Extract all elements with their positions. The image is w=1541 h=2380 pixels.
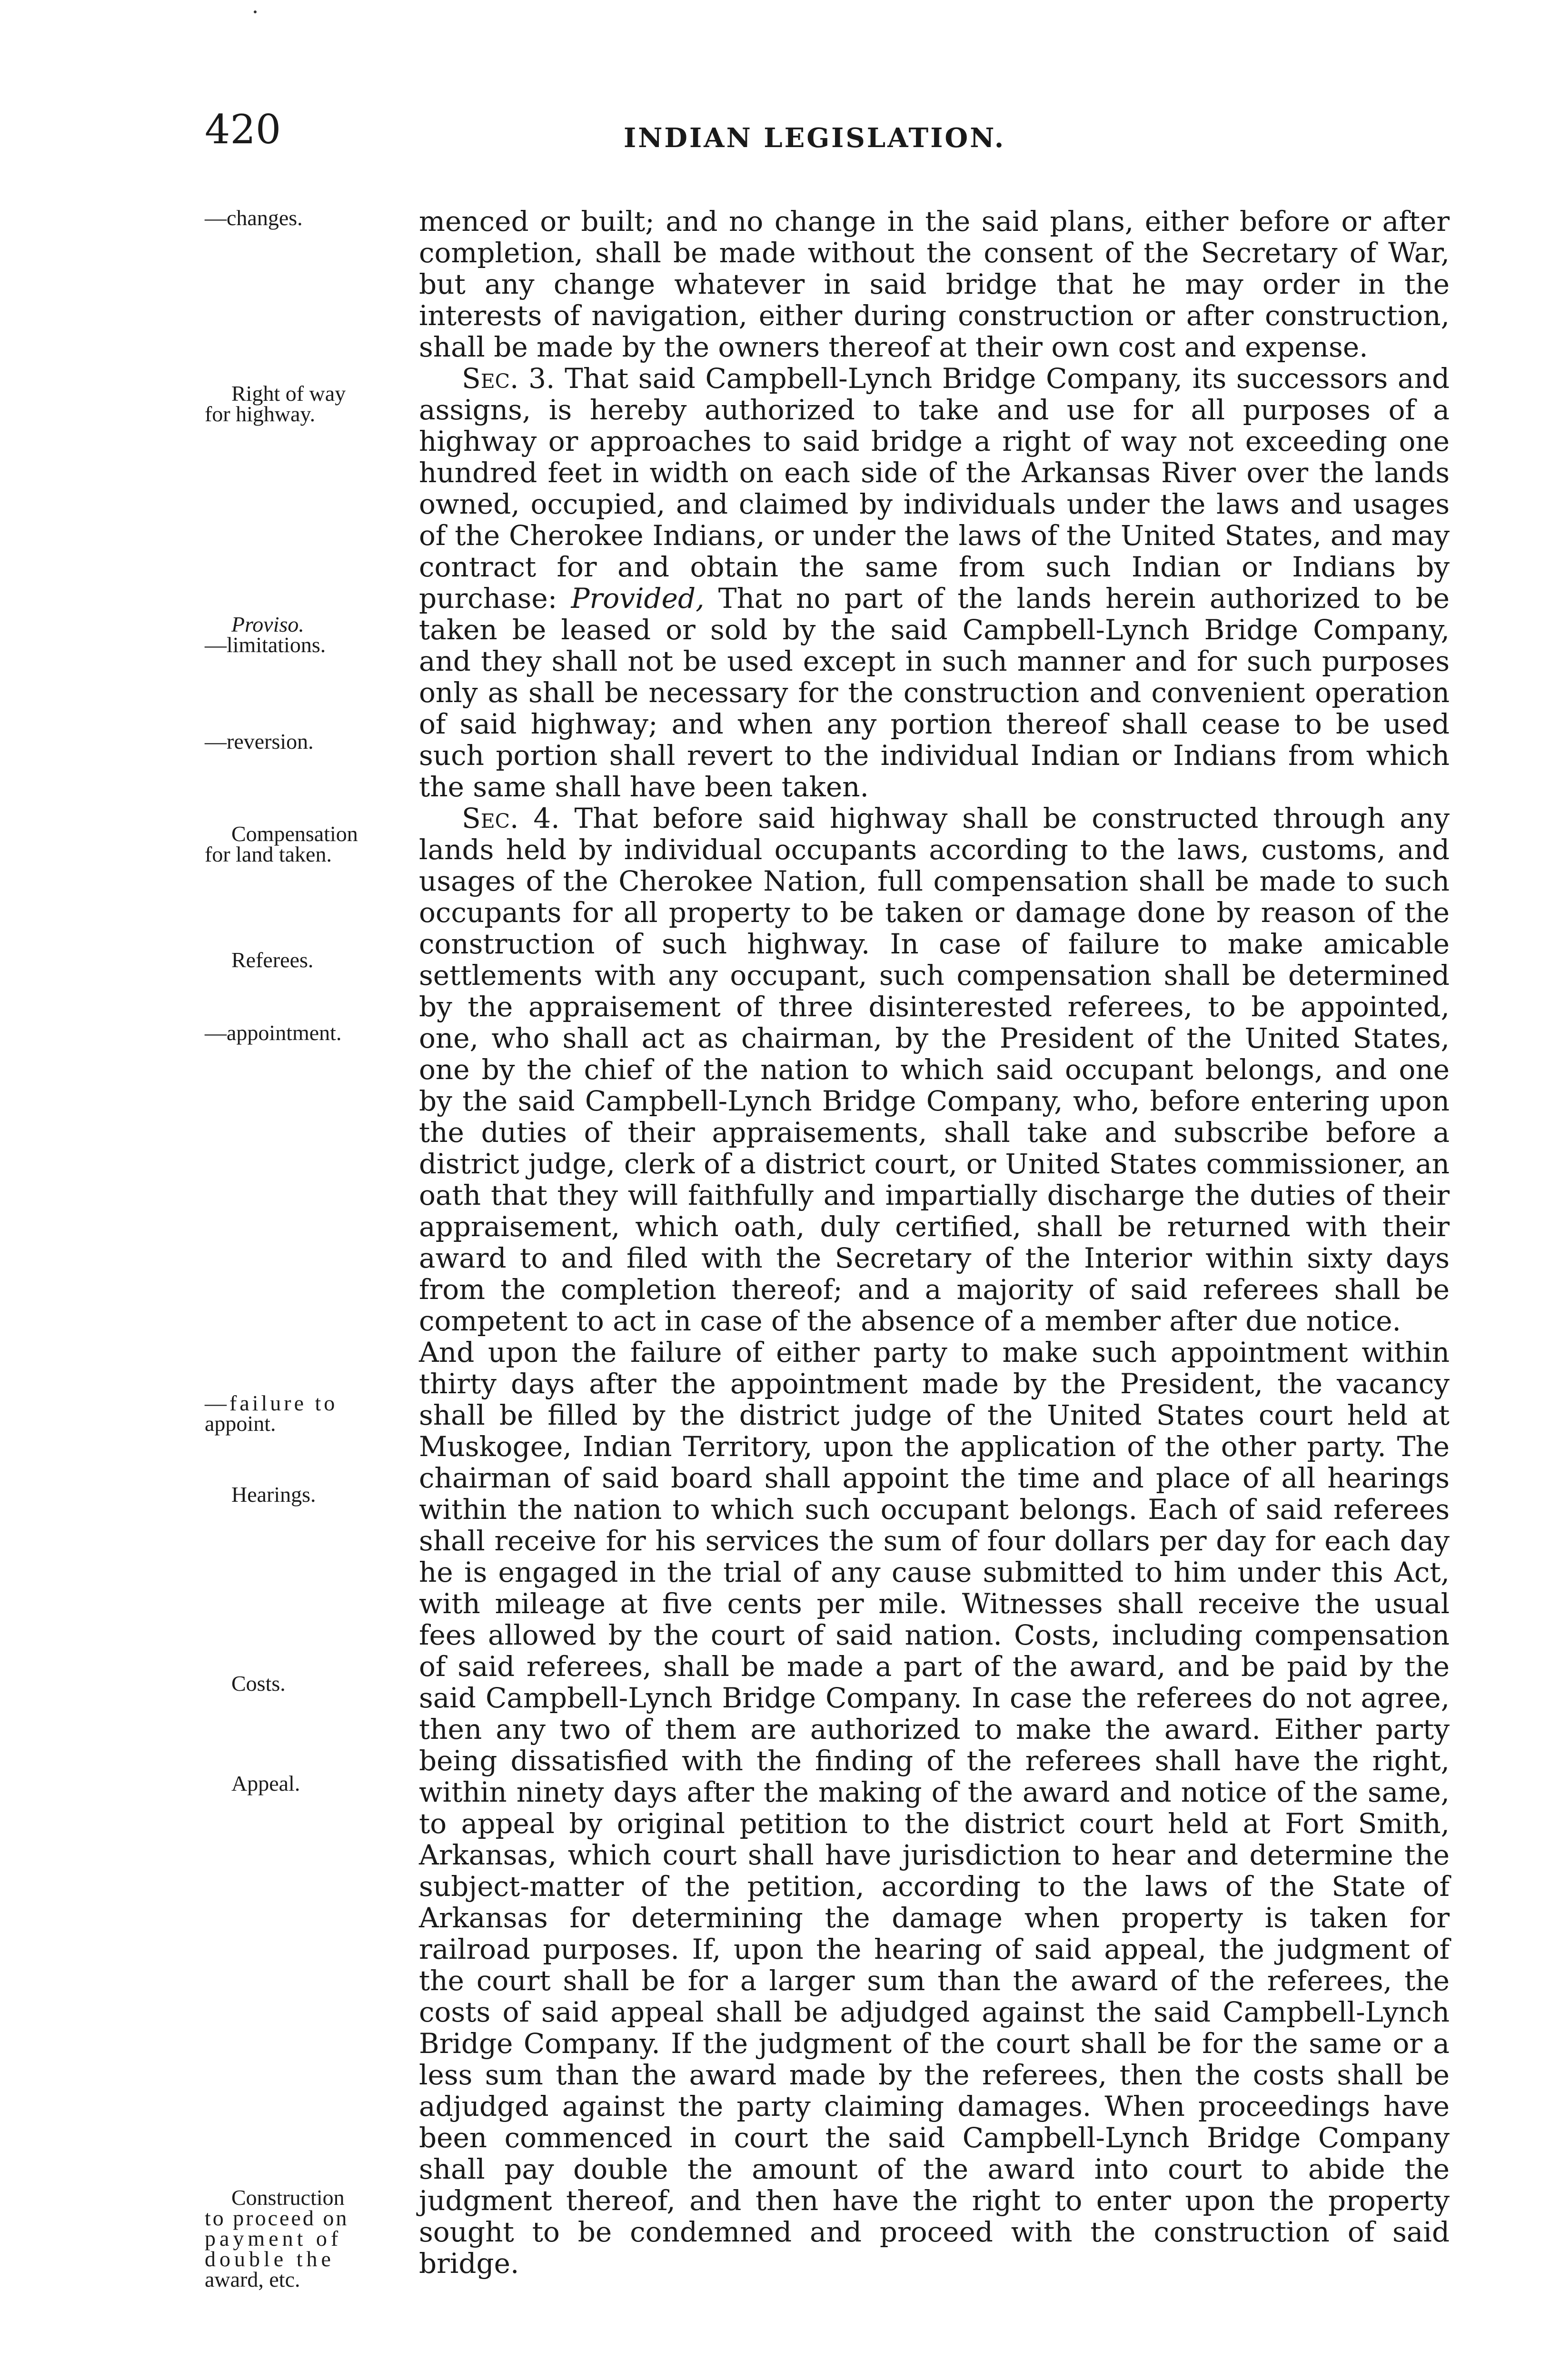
paragraph-section-3: [419, 363, 1450, 803]
margin-note-line: double the: [205, 2247, 335, 2271]
margin-note-referees: [205, 950, 414, 970]
margin-note-failure: [205, 1393, 414, 1434]
scan-speck: [254, 10, 257, 13]
margin-note-line: —failure to: [205, 1391, 338, 1415]
margin-note-line: —appointment.: [205, 1021, 342, 1045]
margin-note-right-of-way: [205, 383, 414, 424]
margin-note-proviso: [205, 614, 414, 655]
margin-note-costs: [205, 1673, 414, 1694]
margin-note-appointment: [205, 1022, 414, 1043]
margin-note-line: Construction: [231, 2185, 345, 2210]
section-label: Sec. 3.: [462, 362, 555, 395]
paragraph-text: That before said highway shall be constructed through any lands held by individual occupants according to the laws, customs, and usages of the Cherokee Nation, full compensation shall be made to such occupants for all property to be taken or damage done by reason of the construction of such highway. In case of failure to make amicable settlements with any occupant, such compensation shall be determined by the appraisement of three disinterested referees, to be appointed, one, who shall act as chairman, by the President of the United States, one by the chief of the nation to which said occupant belongs, and one by the said Campbell-Lynch Bridge Company, who, before entering upon the duties of their appraisements, shall take and subscribe before a district judge, clerk of a district court, or United States commissioner, an oath that they will faithfully and impartially discharge the duties of their appraisement, which oath, duly certified, shall be returned with their award to and filed with the Secretary of the Interior within sixty days from the completion thereof; and a majority of said referees shall be competent to act in case of the absence of a member after due notice.: [419, 802, 1450, 1337]
margin-note-line: Referees.: [231, 948, 314, 972]
margin-note-compensation: [205, 823, 414, 864]
margin-note-line: —changes.: [205, 206, 303, 230]
margin-note-hearings: [205, 1484, 414, 1505]
margin-note-line: Hearings.: [231, 1482, 316, 1507]
margin-note-line: for land taken.: [205, 842, 332, 866]
statute-text: [419, 206, 1450, 2279]
section-label: Sec. 4.: [462, 802, 560, 834]
margin-note-line: to proceed on: [205, 2206, 349, 2230]
margin-note-line: Right of way: [231, 381, 346, 406]
margin-note-line: appoint.: [205, 1411, 276, 1436]
proviso-word: Provided,: [571, 582, 705, 615]
margin-note-line: award, etc.: [205, 2267, 300, 2291]
margin-note-line: Compensation: [231, 822, 358, 846]
margin-note-line: Appeal.: [231, 1771, 300, 1795]
margin-note-line: for highway.: [205, 402, 316, 426]
paragraph-text: That no part of the lands herein authorized to be taken be leased or sold by the said Campbell-Lynch Bridge Company, and they shall not be used except in such manner and for such purposes only as shall be necessary for the construction and convenient operation of said highway; and when any portion thereof shall cease to be used such portion shall revert to the individual Indian or Indians from which the same shall have been taken.: [419, 582, 1450, 803]
margin-note-line: —reversion.: [205, 729, 314, 754]
margin-note-reversion: [205, 731, 414, 752]
paragraph-failure-to-appoint: And upon the failure of either party to make such appointment within thirty days after the appointment made by the President, the vacancy shall be filled by the district judge of the United States court held at Muskogee, Indian Territory, upon the application of the other party. The chairman of said board shall appoint the time and place of all hearings within the nation to which such occupant belongs. Each of said referees shall receive for his services the sum of four dollars per day for each day he is engaged in the trial of any cause submitted to him under this Act, with mileage at five cents per mile. Witnesses shall receive the usual fees allowed by the court of said nation. Costs, including compensation of said referees, shall be made a part of the award, and be paid by the said Campbell-Lynch Bridge Company. In case the referees do not agree, then any two of them are authorized to make the award. Either party being dissatisfied with the finding of the referees shall have the right, within ninety days after the making of the award and notice of the same, to appeal by original petition to the district court held at Fort Smith, Arkansas, which court shall have jurisdiction to hear and determine the subject-matter of the petition, according to the laws of the State of Arkansas for determining the damage when property is taken for railroad purposes. If, upon the hearing of said appeal, the judgment of the court shall be for a larger sum than the award of the referees, the costs of said appeal shall be adjudged against the said Campbell-Lynch Bridge Company. If the judgment of the court shall be for the same or a less sum than the award made by the referees, then the costs shall be adjudged against the party claiming damages. When proceedings have been commenced in court the said Campbell-Lynch Bridge Company shall pay double the amount of the award into court to abide the judgment thereof, and then have the right to enter upon the property sought to be condemned and proceed with the construction of said bridge.: [419, 1336, 1450, 2280]
paragraph-section-4: [419, 803, 1450, 1337]
page-number: 420: [205, 106, 281, 153]
paragraph-plans: menced or built; and no change in the said plans, either before or after completion, shall be made without the consent of the Secretary of War, but any change whatever in said bridge that he may order in the interests of navigation, either during construction or after construction, shall be made by the owners thereof at their own cost and expense.: [419, 205, 1450, 363]
margin-note-appeal: [205, 1773, 414, 1794]
paragraph-text: That said Campbell-Lynch Bridge Company, its successors and assigns, is hereby authorized to take and use for all purposes of a highway or approaches to said bridge a right of way not exceeding one hundred feet in width on each side of the Arkansas River over the lands owned, occupied, and claimed by individuals under the laws and usages of the Cherokee Indians, or under the laws of the United States, and may contract for and obtain the same from such Indian or Indians by purchase:: [419, 362, 1450, 615]
margin-note-line: payment of: [205, 2226, 342, 2251]
margin-note-line: Costs.: [231, 1671, 286, 1696]
margin-note-line: —limitations.: [205, 633, 326, 657]
margin-note-construction: [205, 2187, 414, 2290]
margin-note-changes: [205, 208, 414, 228]
running-head: INDIAN LEGISLATION.: [624, 122, 1006, 154]
margin-note-line: Proviso.: [231, 612, 304, 636]
